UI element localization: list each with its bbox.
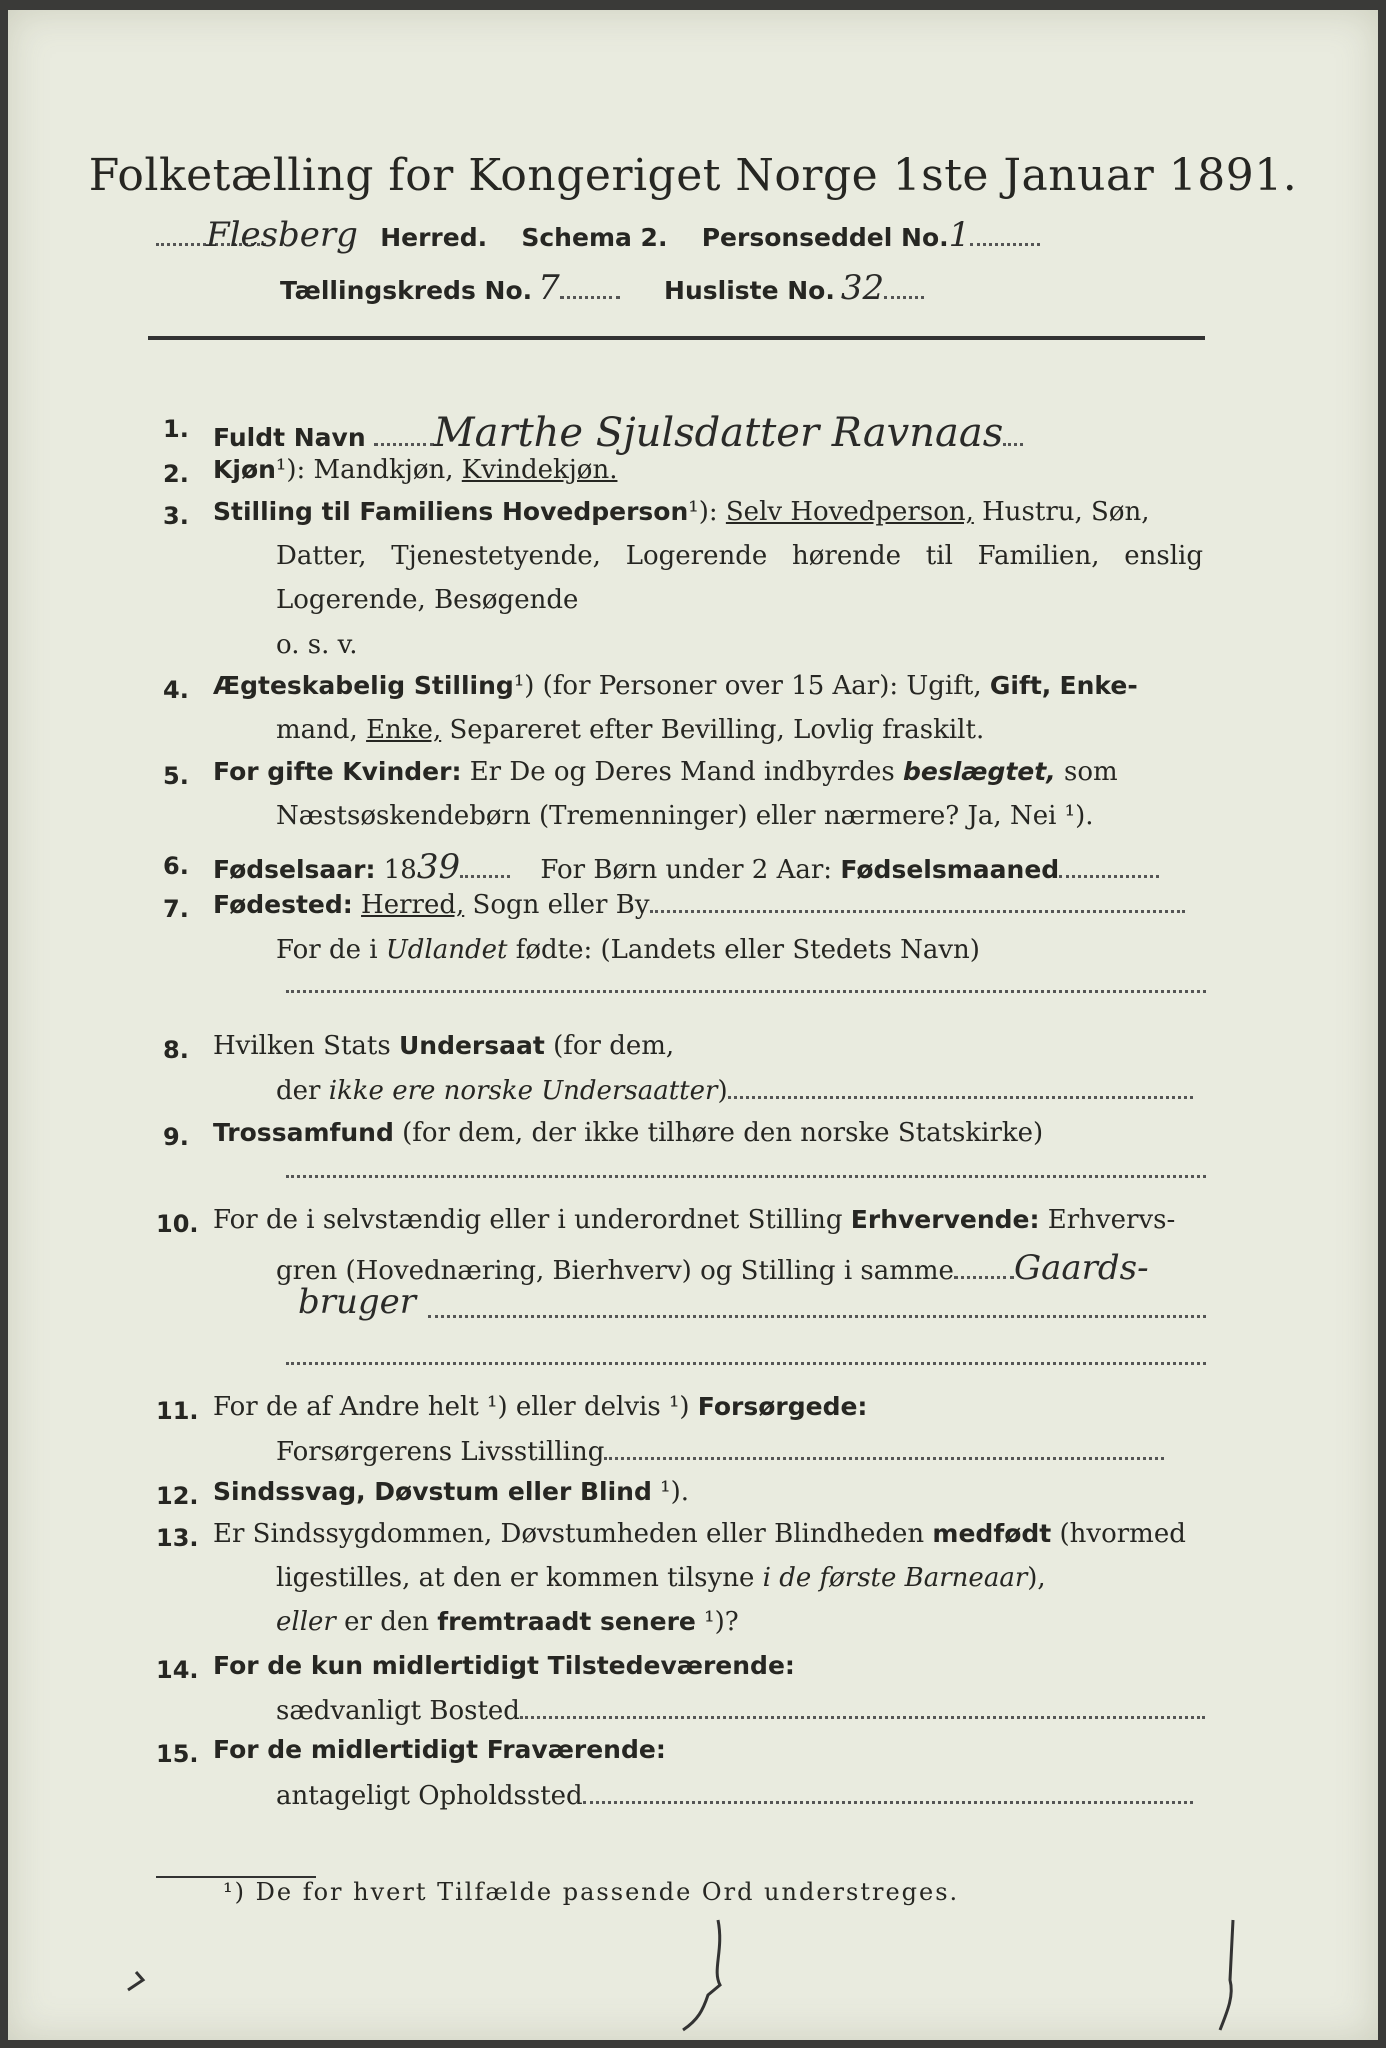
q1-number: 1. [163,415,189,443]
q4-line1-rest: ¹) (for Personer over 15 Aar): Ugift, [513,671,990,701]
q1-label: Fuldt Navn [213,423,366,452]
q5-line2: Næstsøskendebørn (Tremenninger) eller nærmere? Ja, Nei ¹). [276,801,1094,831]
q15-label: For de midlertidigt Fraværende: [213,1735,666,1764]
q4-line2 [276,715,984,745]
kreds-value: 7 [538,268,560,308]
q9-number: 9. [163,1123,189,1151]
q15-line2 [276,1781,1193,1811]
q10-blank-line [286,1362,1206,1365]
q10-line2: gren (Hovednæring, Bierhverv) og Stilling i samme [276,1256,954,1286]
q4-enke: Enke, [366,715,442,745]
q12-row [213,1477,689,1507]
q10-line1a: For de i selvstændig eller i underordnet Stilling [213,1205,851,1235]
personseddel-label: Personseddel No. [701,223,949,252]
q2-opt1: Mandkjøn, [313,455,454,485]
q8-line1a: Hvilken Stats [213,1031,399,1061]
q7-line2 [276,935,980,965]
q3-selected: Selv Hovedperson, [725,497,974,527]
q5-som: som [1055,757,1118,787]
q4-gift: Gift, [989,671,1052,700]
q8-ikke: ikke ere norske Undersaatter [328,1076,718,1106]
q12-number: 12. [156,1482,199,1510]
q2-row [213,455,617,485]
q15-line1 [213,1735,666,1765]
q12-note: ¹). [651,1477,689,1507]
q8-line2a: der [276,1076,329,1106]
q9-rest: (for dem, der ikke tilhøre den norske Statskirke) [393,1118,1044,1148]
q8-line1b: (for dem, [544,1031,675,1061]
q13-line2 [276,1563,1046,1593]
footnote: ¹) De for hvert Tilfælde passende Ord understreges. [223,1878,960,1906]
q8-number: 8. [163,1036,189,1064]
q14-line1 [213,1651,795,1681]
q2-note: ¹): [275,455,314,485]
q9-blank-line [286,1175,1206,1178]
q3-line1 [213,497,1203,527]
q5-beslaegtet: beslægtet, [902,757,1056,786]
q13-eller: eller [276,1607,336,1637]
q5-label: For gifte Kvinder: [213,757,462,786]
q4-enke-start: Enke- [1059,671,1138,700]
q4-line1 [213,671,1138,701]
q13-line3b: er den [335,1607,438,1637]
q11-line2: Forsørgerens Livsstilling [276,1437,605,1467]
q2-label: Kjøn [213,455,276,484]
q10-line1 [213,1205,1175,1235]
q10-answer-line [428,1315,1206,1318]
q1-row [213,410,1023,456]
q5-line1-rest: Er De og Deres Mand indbyrdes [461,757,903,787]
q5-line1 [213,757,1118,787]
q7-udlandet: Udlandet [385,935,508,965]
q4-label: Ægteskabelig Stilling [213,671,514,700]
personseddel-value: 1 [948,215,971,255]
q13-line3c: ¹)? [695,1607,739,1637]
q10-line3 [298,1282,416,1322]
q13-line3 [276,1607,739,1637]
pen-mark-right [1220,1920,1233,2030]
pen-mark-center [683,1920,720,2030]
q8-undersaat: Undersaat [398,1031,545,1060]
q7-rest: Sogn eller By [464,890,650,920]
q3-number: 3. [163,502,189,530]
q10-number: 10. [156,1210,199,1238]
q3-note: ¹): [688,497,726,527]
q3-line4: o. s. v. [276,630,358,660]
q6-born-label: For Børn under 2 Aar: [540,855,841,885]
kreds-label: Tællingskreds No. [280,276,533,305]
q4-line2b: Separeret efter Bevilling, Lovlig fraskilt. [441,715,985,745]
q4-number: 4. [163,676,189,704]
q7-label: Fødested: [213,890,353,919]
q7-line1 [213,890,1185,920]
q10-answer1: Gaards- [1013,1248,1149,1288]
q13-line2a: ligestilles, at den er kommen tilsyne [276,1563,763,1593]
q13-line1 [213,1519,1203,1549]
q11-line1 [213,1392,867,1422]
q13-line1a: Er Sindssygdommen, Døvstumheden eller Blindheden [213,1519,933,1549]
schema-label: Schema 2. [521,223,668,252]
form-title: Folketælling for Kongeriget Norge 1ste Januar 1891. [88,150,1298,201]
q6-maaned: Fødselsmaaned [840,855,1060,884]
q7-herred: Herred, [361,890,465,920]
q7-line2b: fødte: (Landets eller Stedets Navn) [507,935,980,965]
q8-line1 [213,1031,674,1061]
q11-line1a: For de af Andre helt ¹) eller delvis ¹) [213,1392,698,1422]
q13-forste: i de første Barneaar [762,1563,1028,1593]
q9-line1 [213,1118,1203,1148]
q10-answer2: bruger [298,1282,417,1322]
census-form-page [8,10,1378,2040]
q14-label: For de kun midlertidigt Tilstedeværende: [213,1651,795,1680]
q15-number: 15. [156,1740,199,1768]
q12-label: Sindssvag, Døvstum eller Blind [213,1477,652,1506]
q13-senere: fremtraadt senere [437,1607,696,1636]
q7-blank-line [286,990,1206,993]
q14-line2: sædvanligt Bosted [276,1696,520,1726]
herred-label: Herred. [380,223,488,252]
q2-opt2: Kvindekjøn. [461,455,618,485]
q4-line2a: mand, [276,715,367,745]
q6-row [213,847,1159,887]
q3-line2: Datter, Tjenestetyende, Logerende hørende til Familien, enslig [276,541,1203,571]
husliste-value: 32 [840,268,885,308]
herred-line [156,215,1206,255]
q13-medfodt: medfødt [932,1519,1052,1548]
header-rule [148,336,1205,340]
pen-mark-left [128,1972,143,1990]
q13-line1b: (hvormed [1051,1519,1186,1549]
q14-line2 [276,1696,1205,1726]
q10-line1b: Erhvervs- [1039,1205,1176,1235]
herred-value: Flesberg [206,215,358,255]
q13-number: 13. [156,1524,199,1552]
q8-line2b: ) [717,1076,728,1106]
q3-label: Stilling til Familiens Hovedperson [213,497,689,526]
q9-label: Trossamfund [213,1118,394,1147]
q11-line2 [276,1437,1164,1467]
q6-prefix: 18 [383,855,417,885]
q11-forsorgede: Forsørgede: [697,1392,868,1421]
q6-label: Fødselsaar: [213,855,376,884]
q14-number: 14. [156,1656,199,1684]
husliste-label: Husliste No. [664,276,835,305]
q7-number: 7. [163,895,189,923]
q15-line2: antageligt Opholdssted [276,1781,583,1811]
q2-number: 2. [163,460,189,488]
q6-year: 39 [416,847,461,887]
q10-erhv: Erhvervende: [850,1205,1040,1234]
q1-answer: Marthe Sjulsdatter Ravnaas [433,410,1004,456]
q5-number: 5. [163,762,189,790]
q11-number: 11. [156,1397,199,1425]
q3-line1-rest: Hustru, Søn, [973,497,1150,527]
q8-line2 [276,1076,1193,1106]
pen-marks [8,1910,1378,2040]
q3-line3: Logerende, Besøgende [276,585,579,615]
q7-line2a: For de i [276,935,386,965]
q6-number: 6. [163,852,189,880]
kreds-line [280,268,924,308]
q13-line2b: ), [1027,1563,1046,1593]
